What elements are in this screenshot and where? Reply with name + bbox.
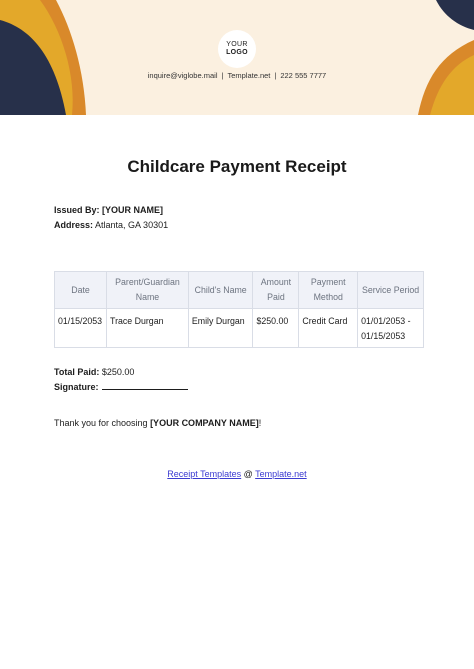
- cell-amount: $250.00: [253, 309, 299, 348]
- issued-by: [54, 205, 163, 215]
- col-period: Service Period: [358, 272, 424, 309]
- total-paid: [54, 367, 134, 377]
- separator: |: [274, 71, 277, 80]
- thanks-prefix: Thank you for choosing: [54, 418, 151, 428]
- separator: |: [221, 71, 224, 80]
- col-amount: Amount Paid: [253, 272, 299, 309]
- issued-label: Issued By:: [54, 205, 100, 215]
- logo-line2: LOGO: [226, 49, 248, 56]
- col-parent: Parent/Guardian Name: [107, 272, 189, 309]
- cell-parent: Trace Durgan: [107, 309, 189, 348]
- cell-method: Credit Card: [299, 309, 358, 348]
- cell-period: 01/01/2053 - 01/15/2053: [358, 309, 424, 348]
- thanks-suffix: !: [258, 418, 262, 428]
- logo: [218, 30, 256, 68]
- address-label: Address:: [54, 220, 94, 230]
- col-method: Payment Method: [299, 272, 358, 309]
- signature-label: Signature:: [54, 382, 99, 392]
- receipt-templates-link[interactable]: Receipt Templates: [167, 469, 242, 479]
- cell-date: 01/15/2053: [55, 309, 107, 348]
- address-value: Atlanta, GA 30301: [95, 220, 169, 230]
- table-row: [55, 309, 424, 348]
- address: [54, 220, 168, 230]
- col-date: Date: [55, 272, 107, 309]
- signature-line: [102, 382, 188, 390]
- contact-website: Template.net: [227, 71, 271, 80]
- contact-email: inquire@viglobe.mail: [147, 71, 218, 80]
- footer-at: @: [241, 469, 256, 479]
- page-title: Childcare Payment Receipt: [127, 157, 347, 176]
- thanks-company: [YOUR COMPANY NAME]: [150, 418, 259, 428]
- total-value: $250.00: [101, 367, 135, 377]
- footer: [0, 469, 474, 479]
- issued-value: [YOUR NAME]: [102, 205, 164, 215]
- header-banner: [0, 0, 474, 115]
- total-label: Total Paid:: [54, 367, 100, 377]
- receipt-table: [54, 271, 424, 348]
- table-header-row: [55, 272, 424, 309]
- col-child: Child's Name: [188, 272, 253, 309]
- thank-you-note: [54, 418, 261, 428]
- logo-line1: YOUR: [226, 41, 248, 48]
- signature: [54, 382, 188, 392]
- contact-phone: 222 555 7777: [280, 71, 327, 80]
- contact-line: [0, 71, 474, 80]
- template-net-link[interactable]: Template.net: [255, 469, 307, 479]
- cell-child: Emily Durgan: [188, 309, 253, 348]
